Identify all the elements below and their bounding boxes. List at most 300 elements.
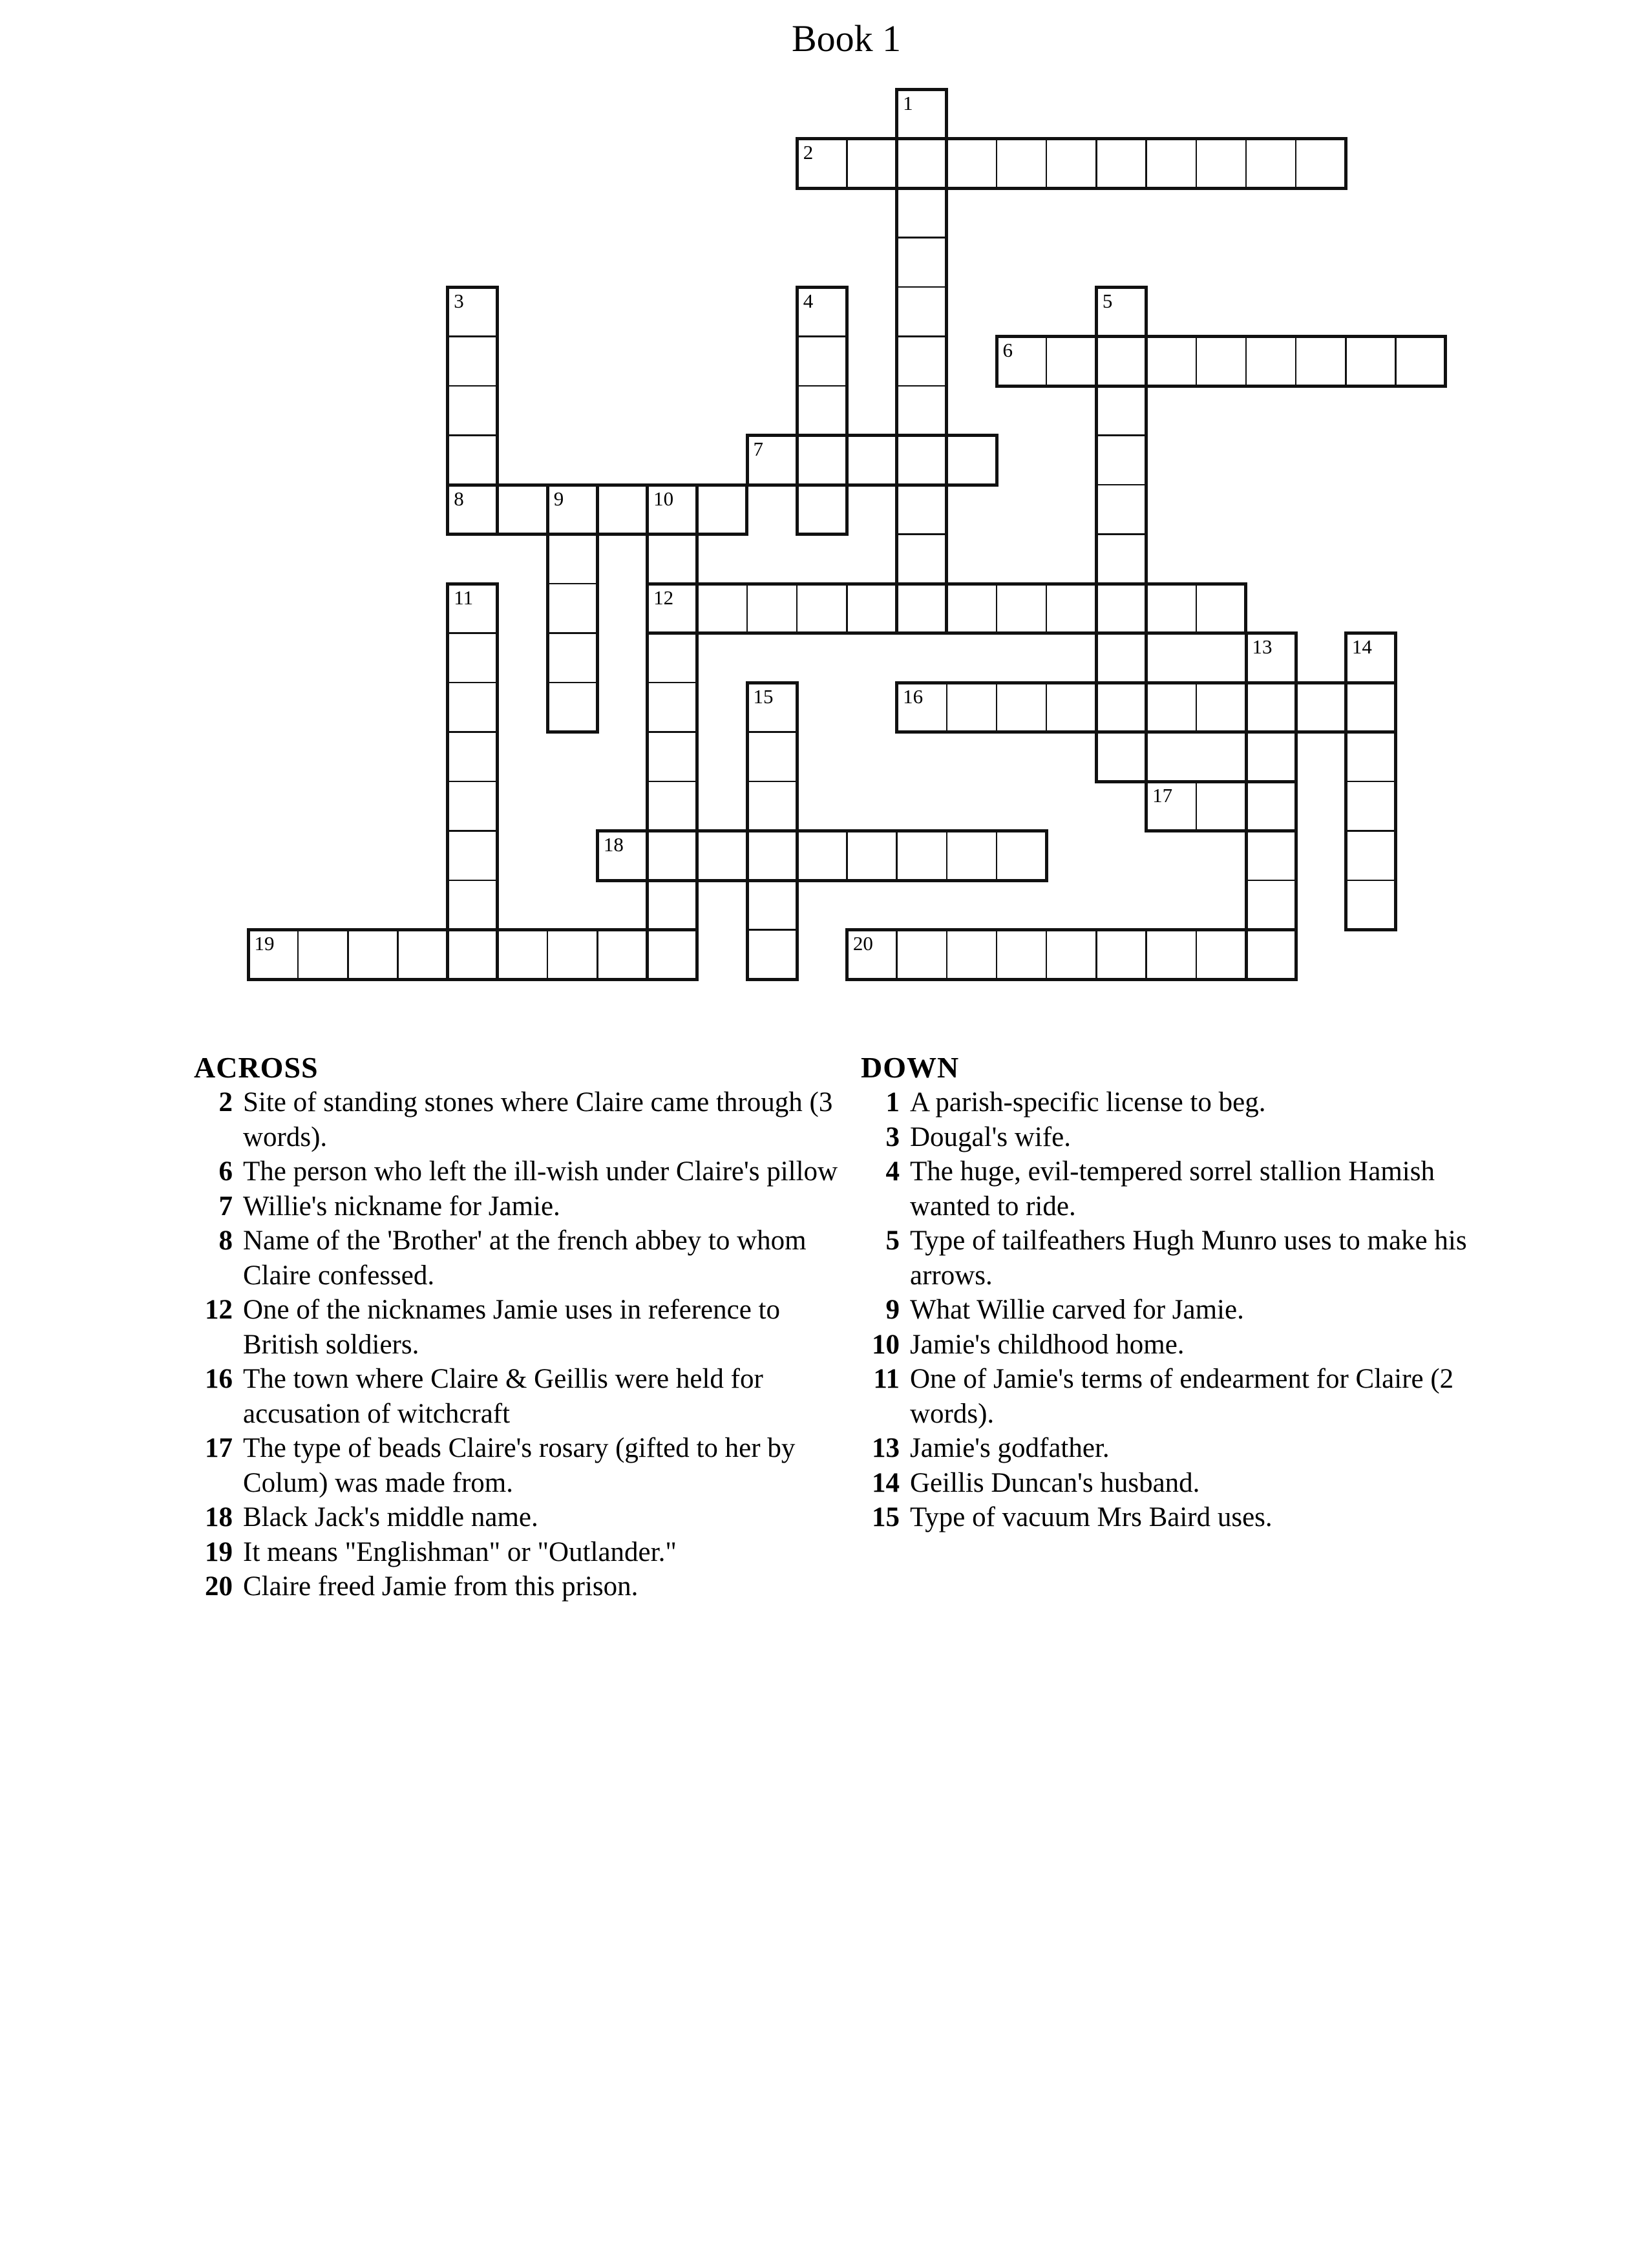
- crossword-cell-11-15[interactable]: [799, 832, 845, 879]
- crossword-cell-15-1[interactable]: [998, 140, 1044, 187]
- across-clue-19: [194, 1535, 848, 1570]
- crossword-cell-17-1[interactable]: [1098, 140, 1145, 187]
- crossword-cell-6-17[interactable]: [549, 931, 596, 978]
- crossword-cell-8-13[interactable]: [649, 734, 695, 780]
- crossword-cell-8-15[interactable]: [649, 832, 695, 879]
- cell-divider: [1345, 338, 1347, 385]
- clue-text: Type of tailfeathers Hugh Munro uses to make his arrows.: [910, 1225, 1467, 1291]
- cell-divider: [996, 931, 998, 978]
- cell-divider: [1046, 931, 1048, 978]
- cell-divider: [746, 586, 748, 632]
- crossword-cell-18-1[interactable]: [1148, 140, 1194, 187]
- cell-divider: [1145, 931, 1147, 978]
- crossword-cell-20-5[interactable]: [1248, 338, 1294, 385]
- cell-number-15: 15: [753, 684, 774, 708]
- cell-divider: [1145, 140, 1147, 187]
- clue-number: 13: [872, 1433, 900, 1463]
- cell-divider: [898, 335, 945, 337]
- crossword-cell-18-12[interactable]: [1148, 684, 1194, 731]
- cell-divider: [1245, 140, 1247, 187]
- cell-divider: [1196, 783, 1198, 830]
- clue-text: One of Jamie's terms of endearment for Claire (2 words).: [910, 1364, 1454, 1429]
- crossword-cell-18-17[interactable]: [1148, 931, 1194, 978]
- crossword-cell-8-9[interactable]: [649, 536, 695, 582]
- page-title: Book 1: [792, 17, 902, 59]
- cell-divider: [1098, 533, 1145, 535]
- crossword-cell-9-10[interactable]: [699, 586, 745, 632]
- crossword-cell-15-12[interactable]: [998, 684, 1044, 731]
- crossword-cell-10-16[interactable]: [749, 882, 796, 929]
- cell-number-19: 19: [254, 932, 275, 955]
- cell-divider: [547, 931, 549, 978]
- cell-divider: [898, 237, 945, 238]
- crossword-cell-15-10[interactable]: [998, 586, 1044, 632]
- crossword-cell-10-10[interactable]: [748, 586, 795, 632]
- crossword-cell-13-4[interactable]: [898, 289, 945, 335]
- crossword-cell-10-17[interactable]: [749, 931, 796, 978]
- crossword-cell-7-8[interactable]: [599, 487, 646, 533]
- cell-divider: [449, 830, 496, 832]
- crossword-cell-13-8[interactable]: [898, 487, 945, 533]
- cell-divider: [996, 140, 998, 187]
- crossword-cell-11-8[interactable]: [799, 487, 845, 533]
- crossword-cell-20-15[interactable]: [1248, 832, 1294, 879]
- crossword-cell-8-12[interactable]: [649, 684, 695, 731]
- cell-divider: [996, 586, 998, 632]
- crossword-cell-14-7[interactable]: [948, 437, 995, 483]
- clue-number: 3: [885, 1121, 900, 1152]
- crossword-cell-8-17[interactable]: [649, 931, 695, 978]
- across-clue-20: [194, 1569, 848, 1604]
- cell-divider: [549, 682, 596, 684]
- crossword-cell-8-11[interactable]: [649, 635, 695, 681]
- crossword-cell-13-10[interactable]: [898, 586, 945, 632]
- word-across-7: [746, 434, 998, 487]
- crossword-cell-10-14[interactable]: [749, 783, 796, 830]
- down-clue-list: [861, 1085, 1515, 1535]
- cell-divider: [749, 830, 796, 832]
- crossword-cell-4-8[interactable]: [449, 487, 496, 533]
- word-across-20: [845, 928, 1298, 981]
- down-header: DOWN: [861, 1051, 960, 1084]
- cell-divider: [1098, 385, 1145, 387]
- crossword-cell-19-5[interactable]: [1198, 338, 1244, 385]
- cell-divider: [449, 781, 496, 783]
- cell-number-10: 10: [653, 487, 674, 510]
- cell-number-14: 14: [1351, 635, 1372, 658]
- cell-divider: [898, 583, 945, 585]
- down-clue-11: [861, 1362, 1515, 1431]
- clue-number: 4: [885, 1156, 900, 1187]
- cell-divider: [449, 632, 496, 634]
- cell-divider: [799, 335, 845, 337]
- cell-divider: [1098, 484, 1145, 486]
- down-clue-9: [861, 1293, 1515, 1328]
- crossword-cell-13-17[interactable]: [898, 931, 945, 978]
- across-clues-section: [194, 1050, 848, 1604]
- crossword-cell-14-17[interactable]: [948, 931, 995, 978]
- cell-number-17: 17: [1152, 783, 1173, 807]
- clue-number: 19: [205, 1536, 233, 1567]
- crossword-cell-21-12[interactable]: [1298, 684, 1344, 731]
- down-clue-4: [861, 1154, 1515, 1224]
- across-header: ACROSS: [194, 1051, 319, 1084]
- crossword-cell-20-12[interactable]: [1248, 684, 1294, 731]
- cell-divider: [1098, 335, 1145, 337]
- clue-number: 15: [872, 1502, 900, 1532]
- crossword-cell-16-5[interactable]: [1048, 338, 1095, 385]
- clue-text: Black Jack's middle name.: [243, 1502, 538, 1532]
- clue-number: 1: [885, 1087, 900, 1118]
- cell-divider: [898, 533, 945, 535]
- crossword-cell-2-17[interactable]: [350, 931, 396, 978]
- cell-divider: [898, 138, 945, 140]
- crossword-cell-3-17[interactable]: [399, 931, 446, 978]
- crossword-cell-22-16[interactable]: [1347, 882, 1394, 929]
- cell-divider: [449, 335, 496, 337]
- cell-number-5: 5: [1102, 289, 1113, 312]
- crossword-cell-4-12[interactable]: [449, 684, 496, 731]
- cell-divider: [449, 484, 496, 486]
- cell-number-7: 7: [753, 438, 763, 460]
- crossword-cell-22-15[interactable]: [1347, 832, 1394, 879]
- crossword-cell-16-1[interactable]: [1048, 140, 1095, 187]
- cell-divider: [1295, 338, 1297, 385]
- crossword-cell-13-6[interactable]: [898, 388, 945, 434]
- crossword-cell-17-7[interactable]: [1098, 437, 1145, 483]
- crossword-cell-19-17[interactable]: [1198, 931, 1244, 978]
- cell-divider: [1046, 140, 1048, 187]
- cell-divider: [846, 586, 848, 632]
- cell-divider: [898, 286, 945, 288]
- cell-divider: [898, 187, 945, 189]
- clue-text: A parish-specific license to beg.: [910, 1087, 1266, 1118]
- cell-divider: [946, 684, 948, 731]
- cell-divider: [449, 731, 496, 733]
- word-across-2: [796, 137, 1347, 190]
- clue-text: Type of vacuum Mrs Baird uses.: [910, 1502, 1273, 1532]
- crossword-cell-4-6[interactable]: [449, 388, 496, 434]
- crossword-cell-17-11[interactable]: [1098, 635, 1145, 681]
- crossword-cell-1-17[interactable]: [300, 931, 346, 978]
- crossword-cell-13-7[interactable]: [898, 437, 945, 483]
- cell-divider: [846, 832, 848, 879]
- word-down-14: [1344, 631, 1397, 931]
- cell-divider: [799, 484, 845, 486]
- down-clue-13: [861, 1431, 1515, 1466]
- crossword-cell-12-1[interactable]: [849, 140, 895, 187]
- cell-number-6: 6: [1002, 339, 1013, 361]
- crossword-cell-13-5[interactable]: [898, 338, 945, 385]
- crossword-cell-11-10[interactable]: [799, 586, 845, 632]
- clue-number: 6: [218, 1156, 233, 1187]
- cell-divider: [1347, 731, 1394, 733]
- cell-number-4: 4: [803, 289, 814, 312]
- crossword-cell-20-13[interactable]: [1248, 734, 1294, 780]
- cell-divider: [449, 682, 496, 684]
- cell-divider: [749, 929, 796, 931]
- clue-text: One of the nicknames Jamie uses in reference to British soldiers.: [243, 1295, 781, 1360]
- cell-divider: [1098, 583, 1145, 585]
- cell-divider: [1248, 929, 1294, 931]
- crossword-cell-4-11[interactable]: [449, 635, 496, 681]
- across-clue-7: [194, 1189, 848, 1224]
- word-down-11: [446, 582, 499, 981]
- crossword-cell-13-9[interactable]: [898, 536, 945, 582]
- clue-number: 2: [218, 1087, 233, 1118]
- cell-number-8: 8: [454, 487, 464, 510]
- crossword-cell-7-17[interactable]: [599, 931, 646, 978]
- crossword-cell-11-6[interactable]: [799, 388, 845, 434]
- crossword-cell-12-7[interactable]: [849, 437, 895, 483]
- crossword-cell-8-14[interactable]: [649, 783, 695, 830]
- down-clue-14: [861, 1466, 1515, 1501]
- clue-text: Willie's nickname for Jamie.: [243, 1191, 560, 1222]
- crossword-cell-17-8[interactable]: [1098, 487, 1145, 533]
- cell-divider: [1046, 684, 1048, 731]
- cell-divider: [1046, 338, 1048, 385]
- cell-divider: [297, 931, 299, 978]
- cell-divider: [1248, 731, 1294, 733]
- crossword-cell-23-5[interactable]: [1397, 338, 1444, 385]
- crossword-cell-15-15[interactable]: [998, 832, 1044, 879]
- crossword-cell-20-17[interactable]: [1248, 931, 1294, 978]
- cell-divider: [1196, 140, 1198, 187]
- cell-divider: [898, 434, 945, 436]
- cell-divider: [1046, 586, 1048, 632]
- word-down-9: [546, 483, 599, 734]
- crossword-cell-12-10[interactable]: [849, 586, 895, 632]
- clue-text: Dougal's wife.: [910, 1121, 1071, 1152]
- cell-divider: [649, 533, 695, 535]
- crossword-cell-13-15[interactable]: [898, 832, 945, 879]
- cell-divider: [1347, 781, 1394, 783]
- crossword-cell-14-12[interactable]: [948, 684, 995, 731]
- crossword-cell-20-1[interactable]: [1247, 140, 1294, 187]
- down-clue-1: [861, 1085, 1515, 1120]
- crossword-cell-13-3[interactable]: [898, 239, 945, 286]
- cell-divider: [796, 586, 798, 632]
- crossword-cell-19-14[interactable]: [1198, 783, 1244, 830]
- clue-number: 10: [872, 1329, 900, 1360]
- cell-divider: [749, 781, 796, 783]
- cell-divider: [597, 931, 598, 978]
- crossword-cell-14-10[interactable]: [948, 586, 995, 632]
- crossword-cell-20-16[interactable]: [1248, 882, 1294, 929]
- clue-text: What Willie carved for Jamie.: [910, 1295, 1244, 1325]
- cell-divider: [1248, 830, 1294, 832]
- cell-divider: [649, 632, 695, 634]
- crossword-cell-19-10[interactable]: [1198, 586, 1244, 632]
- cell-divider: [1248, 880, 1294, 882]
- clue-number: 20: [205, 1571, 233, 1602]
- cell-divider: [449, 880, 496, 882]
- crossword-cell-21-5[interactable]: [1298, 338, 1344, 385]
- crossword-cell-11-7[interactable]: [799, 437, 845, 483]
- crossword-cell-6-10[interactable]: [549, 586, 596, 632]
- crossword-cell-4-14[interactable]: [449, 783, 496, 830]
- word-down-4: [796, 286, 849, 536]
- crossword-cell-4-15[interactable]: [449, 832, 496, 879]
- cell-divider: [1347, 682, 1394, 684]
- across-clue-list: [194, 1085, 848, 1604]
- cell-divider: [549, 632, 596, 634]
- crossword-cell-17-10[interactable]: [1098, 586, 1145, 632]
- down-clue-15: [861, 1500, 1515, 1535]
- crossword-cell-16-12[interactable]: [1048, 684, 1095, 731]
- crossword-cell-9-8[interactable]: [699, 487, 745, 533]
- clue-text: Claire freed Jamie from this prison.: [243, 1571, 639, 1602]
- clue-text: It means "Englishman" or "Outlander.": [243, 1536, 677, 1567]
- cell-divider: [1098, 434, 1145, 436]
- clue-text: The person who left the ill-wish under Claire's pillow: [243, 1156, 838, 1187]
- cell-divider: [946, 931, 948, 978]
- across-clue-2: [194, 1085, 848, 1154]
- crossword-cell-17-9[interactable]: [1098, 536, 1145, 582]
- crossword-cell-9-15[interactable]: [699, 832, 745, 879]
- cell-divider: [1196, 338, 1198, 385]
- cell-divider: [1347, 880, 1394, 882]
- cell-number-12: 12: [653, 586, 674, 609]
- cell-divider: [898, 484, 945, 486]
- crossword-cell-10-13[interactable]: [749, 734, 796, 780]
- crossword-cell-5-17[interactable]: [500, 931, 546, 978]
- across-clue-12: [194, 1293, 848, 1362]
- crossword-cell-14-15[interactable]: [948, 832, 995, 879]
- cell-number-2: 2: [803, 141, 814, 164]
- crossword-cell-19-1[interactable]: [1198, 140, 1244, 187]
- word-down-15: [746, 681, 799, 981]
- crossword-cell-20-14[interactable]: [1248, 783, 1294, 830]
- cell-divider: [549, 533, 596, 535]
- crossword-cell-19-12[interactable]: [1198, 684, 1244, 731]
- cell-divider: [549, 583, 596, 585]
- crossword-cell-18-5[interactable]: [1148, 338, 1194, 385]
- clue-number: 9: [885, 1295, 900, 1325]
- clue-number: 7: [218, 1191, 233, 1222]
- cell-divider: [449, 385, 496, 387]
- cell-divider: [649, 731, 695, 733]
- crossword-cell-8-10[interactable]: [649, 586, 695, 632]
- cell-divider: [649, 830, 695, 832]
- cell-divider: [1347, 830, 1394, 832]
- cell-divider: [449, 434, 496, 436]
- crossword-cell-13-1[interactable]: [898, 140, 945, 187]
- crossword-cell-12-15[interactable]: [849, 832, 895, 879]
- crossword-cell-22-14[interactable]: [1347, 783, 1394, 830]
- cell-number-1: 1: [903, 91, 913, 114]
- cell-divider: [1098, 731, 1145, 733]
- crossword-cell-4-13[interactable]: [449, 734, 496, 780]
- cell-number-11: 11: [454, 586, 474, 609]
- cell-divider: [1095, 140, 1097, 187]
- cell-number-13: 13: [1252, 635, 1273, 658]
- cell-divider: [896, 931, 898, 978]
- across-clue-18: [194, 1500, 848, 1535]
- cell-divider: [449, 929, 496, 931]
- crossword-cell-17-17[interactable]: [1098, 931, 1145, 978]
- crossword-cell-8-16[interactable]: [649, 882, 695, 929]
- cell-divider: [649, 781, 695, 783]
- clue-text: Name of the 'Brother' at the french abbey to whom Claire confessed.: [243, 1225, 807, 1291]
- crossword-cell-6-11[interactable]: [549, 635, 596, 681]
- crossword-cell-22-13[interactable]: [1347, 734, 1394, 780]
- cell-divider: [1095, 931, 1097, 978]
- crossword-cell-10-15[interactable]: [749, 832, 796, 879]
- clue-text: Jamie's childhood home.: [910, 1329, 1185, 1360]
- cell-divider: [397, 931, 399, 978]
- cell-number-18: 18: [603, 833, 624, 856]
- word-down-5: [1095, 286, 1148, 783]
- cell-divider: [996, 684, 998, 731]
- cell-divider: [1196, 684, 1198, 731]
- down-clue-10: [861, 1328, 1515, 1362]
- word-across-6: [995, 335, 1448, 388]
- cell-divider: [896, 832, 898, 879]
- cell-divider: [649, 583, 695, 585]
- cell-divider: [347, 931, 349, 978]
- crossword-cell-22-12[interactable]: [1347, 684, 1394, 731]
- crossword-cell-4-17[interactable]: [449, 931, 496, 978]
- word-down-3: [446, 286, 499, 536]
- crossword-cell-16-17[interactable]: [1048, 931, 1095, 978]
- crossword-cell-6-12[interactable]: [549, 684, 596, 731]
- across-clue-8: [194, 1224, 848, 1293]
- crossword-cell-14-1[interactable]: [948, 140, 995, 187]
- cell-divider: [946, 832, 948, 879]
- crossword-cell-4-16[interactable]: [449, 882, 496, 929]
- clue-text: The huge, evil-tempered sorrel stallion Hamish wanted to ride.: [910, 1156, 1435, 1222]
- crossword-cell-17-12[interactable]: [1098, 684, 1145, 731]
- cell-divider: [898, 385, 945, 387]
- crossword-cell-5-8[interactable]: [499, 487, 545, 533]
- crossword-cell-17-6[interactable]: [1098, 388, 1145, 434]
- clue-number: 17: [205, 1433, 233, 1463]
- clue-text: Site of standing stones where Claire came through (3 words).: [243, 1087, 833, 1152]
- clue-text: The town where Claire & Geillis were held for accusation of witchcraft: [243, 1364, 763, 1429]
- cell-divider: [749, 880, 796, 882]
- crossword-cell-22-5[interactable]: [1347, 338, 1394, 385]
- clue-text: The type of beads Claire's rosary (gifted to her by Colum) was made from.: [243, 1433, 796, 1498]
- crossword-cell-4-7[interactable]: [449, 437, 496, 483]
- crossword-cell-11-5[interactable]: [799, 338, 845, 385]
- crossword-cell-16-10[interactable]: [1048, 586, 1095, 632]
- clue-text: Jamie's godfather.: [910, 1433, 1110, 1463]
- crossword-cell-15-17[interactable]: [998, 931, 1044, 978]
- cell-divider: [1196, 586, 1198, 632]
- word-down-10: [646, 483, 699, 981]
- crossword-cell-21-1[interactable]: [1298, 140, 1344, 187]
- cell-divider: [1098, 632, 1145, 634]
- cell-divider: [799, 385, 845, 387]
- cell-divider: [649, 682, 695, 684]
- crossword-cell-17-13[interactable]: [1098, 734, 1145, 780]
- cell-divider: [649, 880, 695, 882]
- crossword-cell-18-10[interactable]: [1148, 586, 1194, 632]
- across-clue-17: [194, 1431, 848, 1500]
- cell-divider: [1196, 931, 1198, 978]
- cell-number-20: 20: [852, 932, 873, 955]
- crossword-cell-17-5[interactable]: [1098, 338, 1145, 385]
- cell-divider: [1098, 682, 1145, 684]
- crossword-cell-6-9[interactable]: [549, 536, 596, 582]
- cell-divider: [799, 434, 845, 436]
- cell-divider: [1248, 781, 1294, 783]
- word-down-13: [1245, 631, 1298, 981]
- crossword-cell-13-2[interactable]: [898, 190, 945, 237]
- word-down-1: [895, 88, 948, 635]
- crossword-cell-4-5[interactable]: [449, 338, 496, 385]
